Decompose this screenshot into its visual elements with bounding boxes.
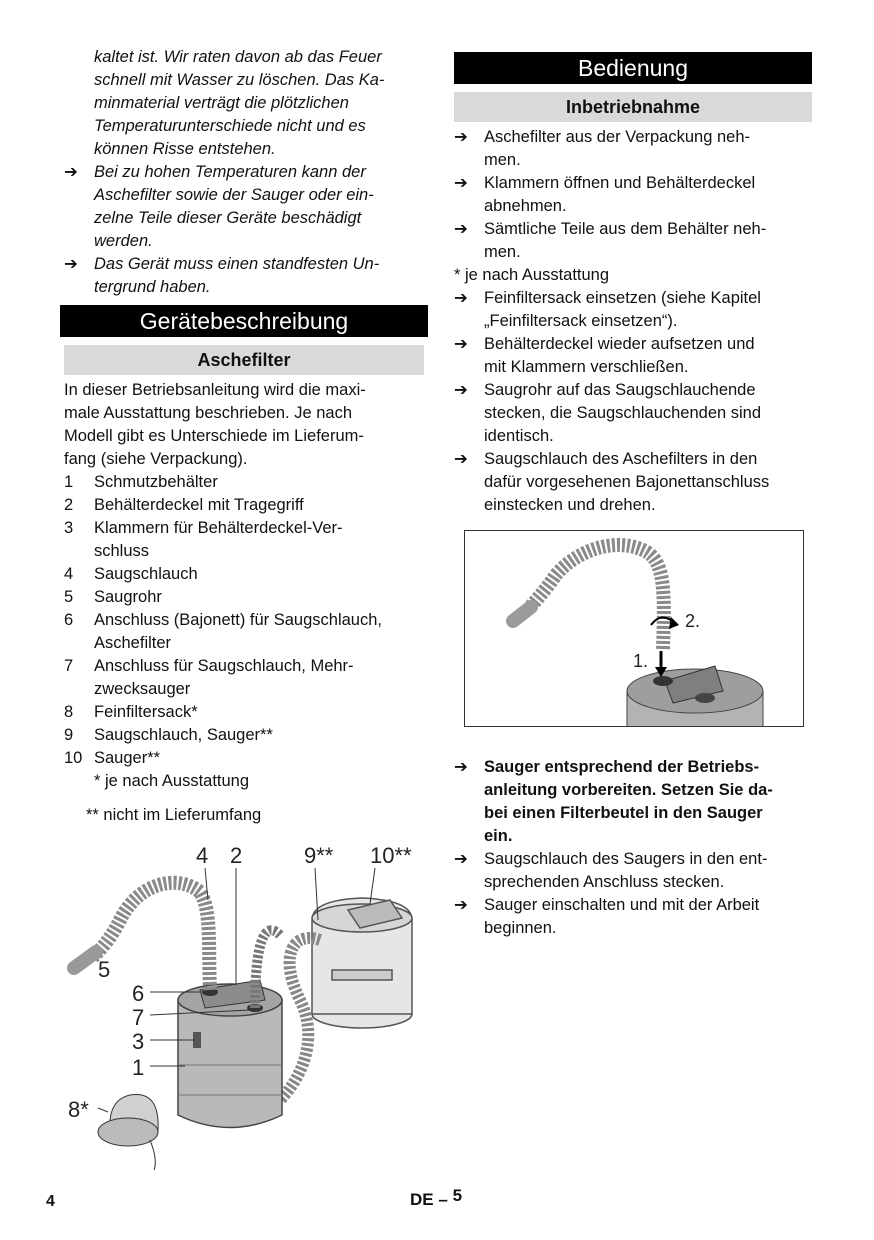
text-line: tergrund haben. [94,278,211,296]
arrow-icon: ➔ [454,381,468,399]
arrow-icon: ➔ [454,220,468,238]
step-item-bold [454,756,812,848]
figure-device-overview [50,840,430,1190]
suction-pipe-icon [74,952,96,968]
arrow-icon: ➔ [454,758,468,776]
step-item [454,126,812,172]
step-item [454,333,812,379]
text-line: Saugschlauch des Saugers in den ent- [484,850,768,868]
text-line: Aschefilter aus der Verpackung neh- [484,128,750,146]
text-line: Sauger einschalten und mit der Arbeit [484,896,760,914]
arrow-icon: ➔ [64,255,78,273]
text-line: men. [484,243,521,261]
text-line: Aschefilter [94,634,172,652]
text-line: Saugschlauch [94,565,198,583]
item-number: 10 [64,749,83,767]
text-line: zelne Teile dieser Geräte beschädigt [94,209,362,227]
figure-label-7: 7 [132,1005,145,1030]
figure-label-8: 8* [68,1097,89,1122]
text-line: schluss [94,542,150,560]
sub-page-number: 5 [452,1186,463,1205]
arrow-icon: ➔ [454,289,468,307]
text-line: Aschefilter sowie der Sauger oder ein- [94,186,374,204]
figure-label-step1: 1. [633,651,649,671]
arrow-icon: ➔ [454,335,468,353]
step-item [454,379,812,448]
text-line: Modell gibt es Unterschiede im Lieferum- [64,427,364,445]
item-number: 9 [64,726,74,744]
text-line: Behälterdeckel mit Tragegriff [94,496,304,514]
figure-label-6: 6 [132,981,145,1006]
text-line: bei einen Filterbeutel in den Sauger [484,804,763,822]
text-line: Temperaturunterschiede nicht und es [94,117,366,135]
item-number: 6 [64,611,74,629]
text-line: Anschluss für Saugschlauch, Mehr- [94,657,354,675]
list-item [64,747,424,770]
dash: – [438,1190,448,1209]
step-item [454,172,812,218]
subsection-title-aschefilter: Aschefilter [64,345,424,375]
text-line: men. [484,151,521,169]
figure-label-4: 4 [196,843,209,868]
text-line: Das Gerät muss einen standfesten Un- [94,255,380,273]
text-line: stecken, die Saugschlauchenden sind [484,404,762,422]
text-line: anleitung vorbereiten. Setzen Sie da- [484,781,773,799]
text-line: schnell mit Wasser zu löschen. Das Ka- [94,71,385,89]
warning-item [64,253,424,299]
text-line: In dieser Betriebsanleitung wird die maxi- [64,381,366,399]
footer-lang-page [410,1188,462,1211]
text-line: identisch. [484,427,554,445]
step-item [454,287,812,333]
text-line: werden. [94,232,153,250]
figure-label-2: 2 [230,843,243,868]
bayonet-illustration [465,531,804,727]
list-item [64,724,424,747]
list-item [64,701,424,724]
filter-bag-icon [98,1094,158,1170]
text-line: Klammern für Behälterdeckel-Ver- [94,519,343,537]
parts-list [64,471,424,827]
step-item [454,218,812,264]
footnote: * je nach Ausstattung [94,772,250,790]
item-number: 2 [64,496,74,514]
warning-item [64,161,424,253]
left-column [64,46,424,827]
figure-label-9: 9** [304,843,334,868]
container-top-icon [627,666,763,727]
text-line: Saugschlauch, Sauger** [94,726,273,744]
figure-label-10: 10** [370,843,412,868]
step-item [454,848,812,894]
text-line: kaltet ist. Wir raten davon ab das Feuer [94,48,382,66]
list-item [64,609,424,655]
arrow-icon: ➔ [454,174,468,192]
step-item [454,448,812,517]
step-item [454,894,812,940]
arrow-icon: ➔ [64,163,78,181]
figure-label-step2: 2. [685,611,701,631]
text-line: male Ausstattung beschrieben. Je nach [64,404,353,422]
section-title-geraetebeschreibung: Gerätebeschreibung [60,305,428,337]
item-number: 5 [64,588,74,606]
arrow-icon: ➔ [454,896,468,914]
item-number: 1 [64,473,74,491]
vacuum-cleaner-icon [312,898,412,1028]
list-item [64,471,424,494]
text-line: zwecksauger [94,680,191,698]
text-line: ein. [484,827,513,845]
item-number: 7 [64,657,74,675]
text-line: Klammern öffnen und Behälterdeckel [484,174,756,192]
figure-label-3: 3 [132,1029,145,1054]
text-line: abnehmen. [484,197,567,215]
arrow-icon: ➔ [454,450,468,468]
text-line: Bei zu hohen Temperaturen kann der [94,163,366,181]
section-title-bedienung: Bedienung [454,52,812,84]
suction-pipe-icon [513,607,531,621]
text-line: Saugschlauch des Aschefilters in den [484,450,758,468]
text-line: Sauger** [94,749,161,767]
list-item [64,655,424,701]
figure-label-5: 5 [98,957,111,982]
text-line: Behälterdeckel wieder aufsetzen und [484,335,755,353]
text-line: „Feinfiltersack einsetzen“). [484,312,678,330]
text-line: dafür vorgesehenen Bajonettanschluss [484,473,770,491]
list-item [64,517,424,563]
description-text [64,379,424,471]
item-number: 8 [64,703,74,721]
text-line: beginnen. [484,919,557,937]
figure-bayonet-connection [464,530,804,727]
intro-text [64,46,424,161]
text-line: Schmutzbehälter [94,473,218,491]
text-line: Saugrohr [94,588,162,606]
arrow-icon: ➔ [454,128,468,146]
text-line: Sauger entsprechend der Betriebs- [484,758,760,776]
text-line: Anschluss (Bajonett) für Saugschlauch, [94,611,382,629]
list-item [64,563,424,586]
text-line: mit Klammern verschließen. [484,358,689,376]
page-number: 4 [46,1193,55,1210]
list-item [64,586,424,609]
device-illustration [50,840,430,1190]
text-line: Saugrohr auf das Saugschlauchende [484,381,756,399]
footnote: ** nicht im Lieferumfang [86,806,262,824]
text-line: Feinfiltersack einsetzen (siehe Kapitel [484,289,761,307]
text-line: sprechenden Anschluss stecken. [484,873,725,891]
item-number: 4 [64,565,74,583]
subsection-title-inbetriebnahme: Inbetriebnahme [454,92,812,122]
arrow-icon: ➔ [454,850,468,868]
note: * je nach Ausstattung [454,266,610,284]
text-line: minmaterial verträgt die plötzlichen [94,94,349,112]
text-line: fang (siehe Verpackung). [64,450,248,468]
ash-filter-container-icon [178,980,282,1128]
text-line: Sämtliche Teile aus dem Behälter neh- [484,220,767,238]
right-column [454,52,812,940]
lang-code: DE [410,1190,434,1209]
text-line: einstecken und drehen. [484,496,656,514]
figure-label-1: 1 [132,1055,145,1080]
item-number: 3 [64,519,74,537]
text-line: können Risse entstehen. [94,140,276,158]
text-line: Feinfiltersack* [94,703,198,721]
list-item [64,494,424,517]
hose-icon [527,545,664,649]
